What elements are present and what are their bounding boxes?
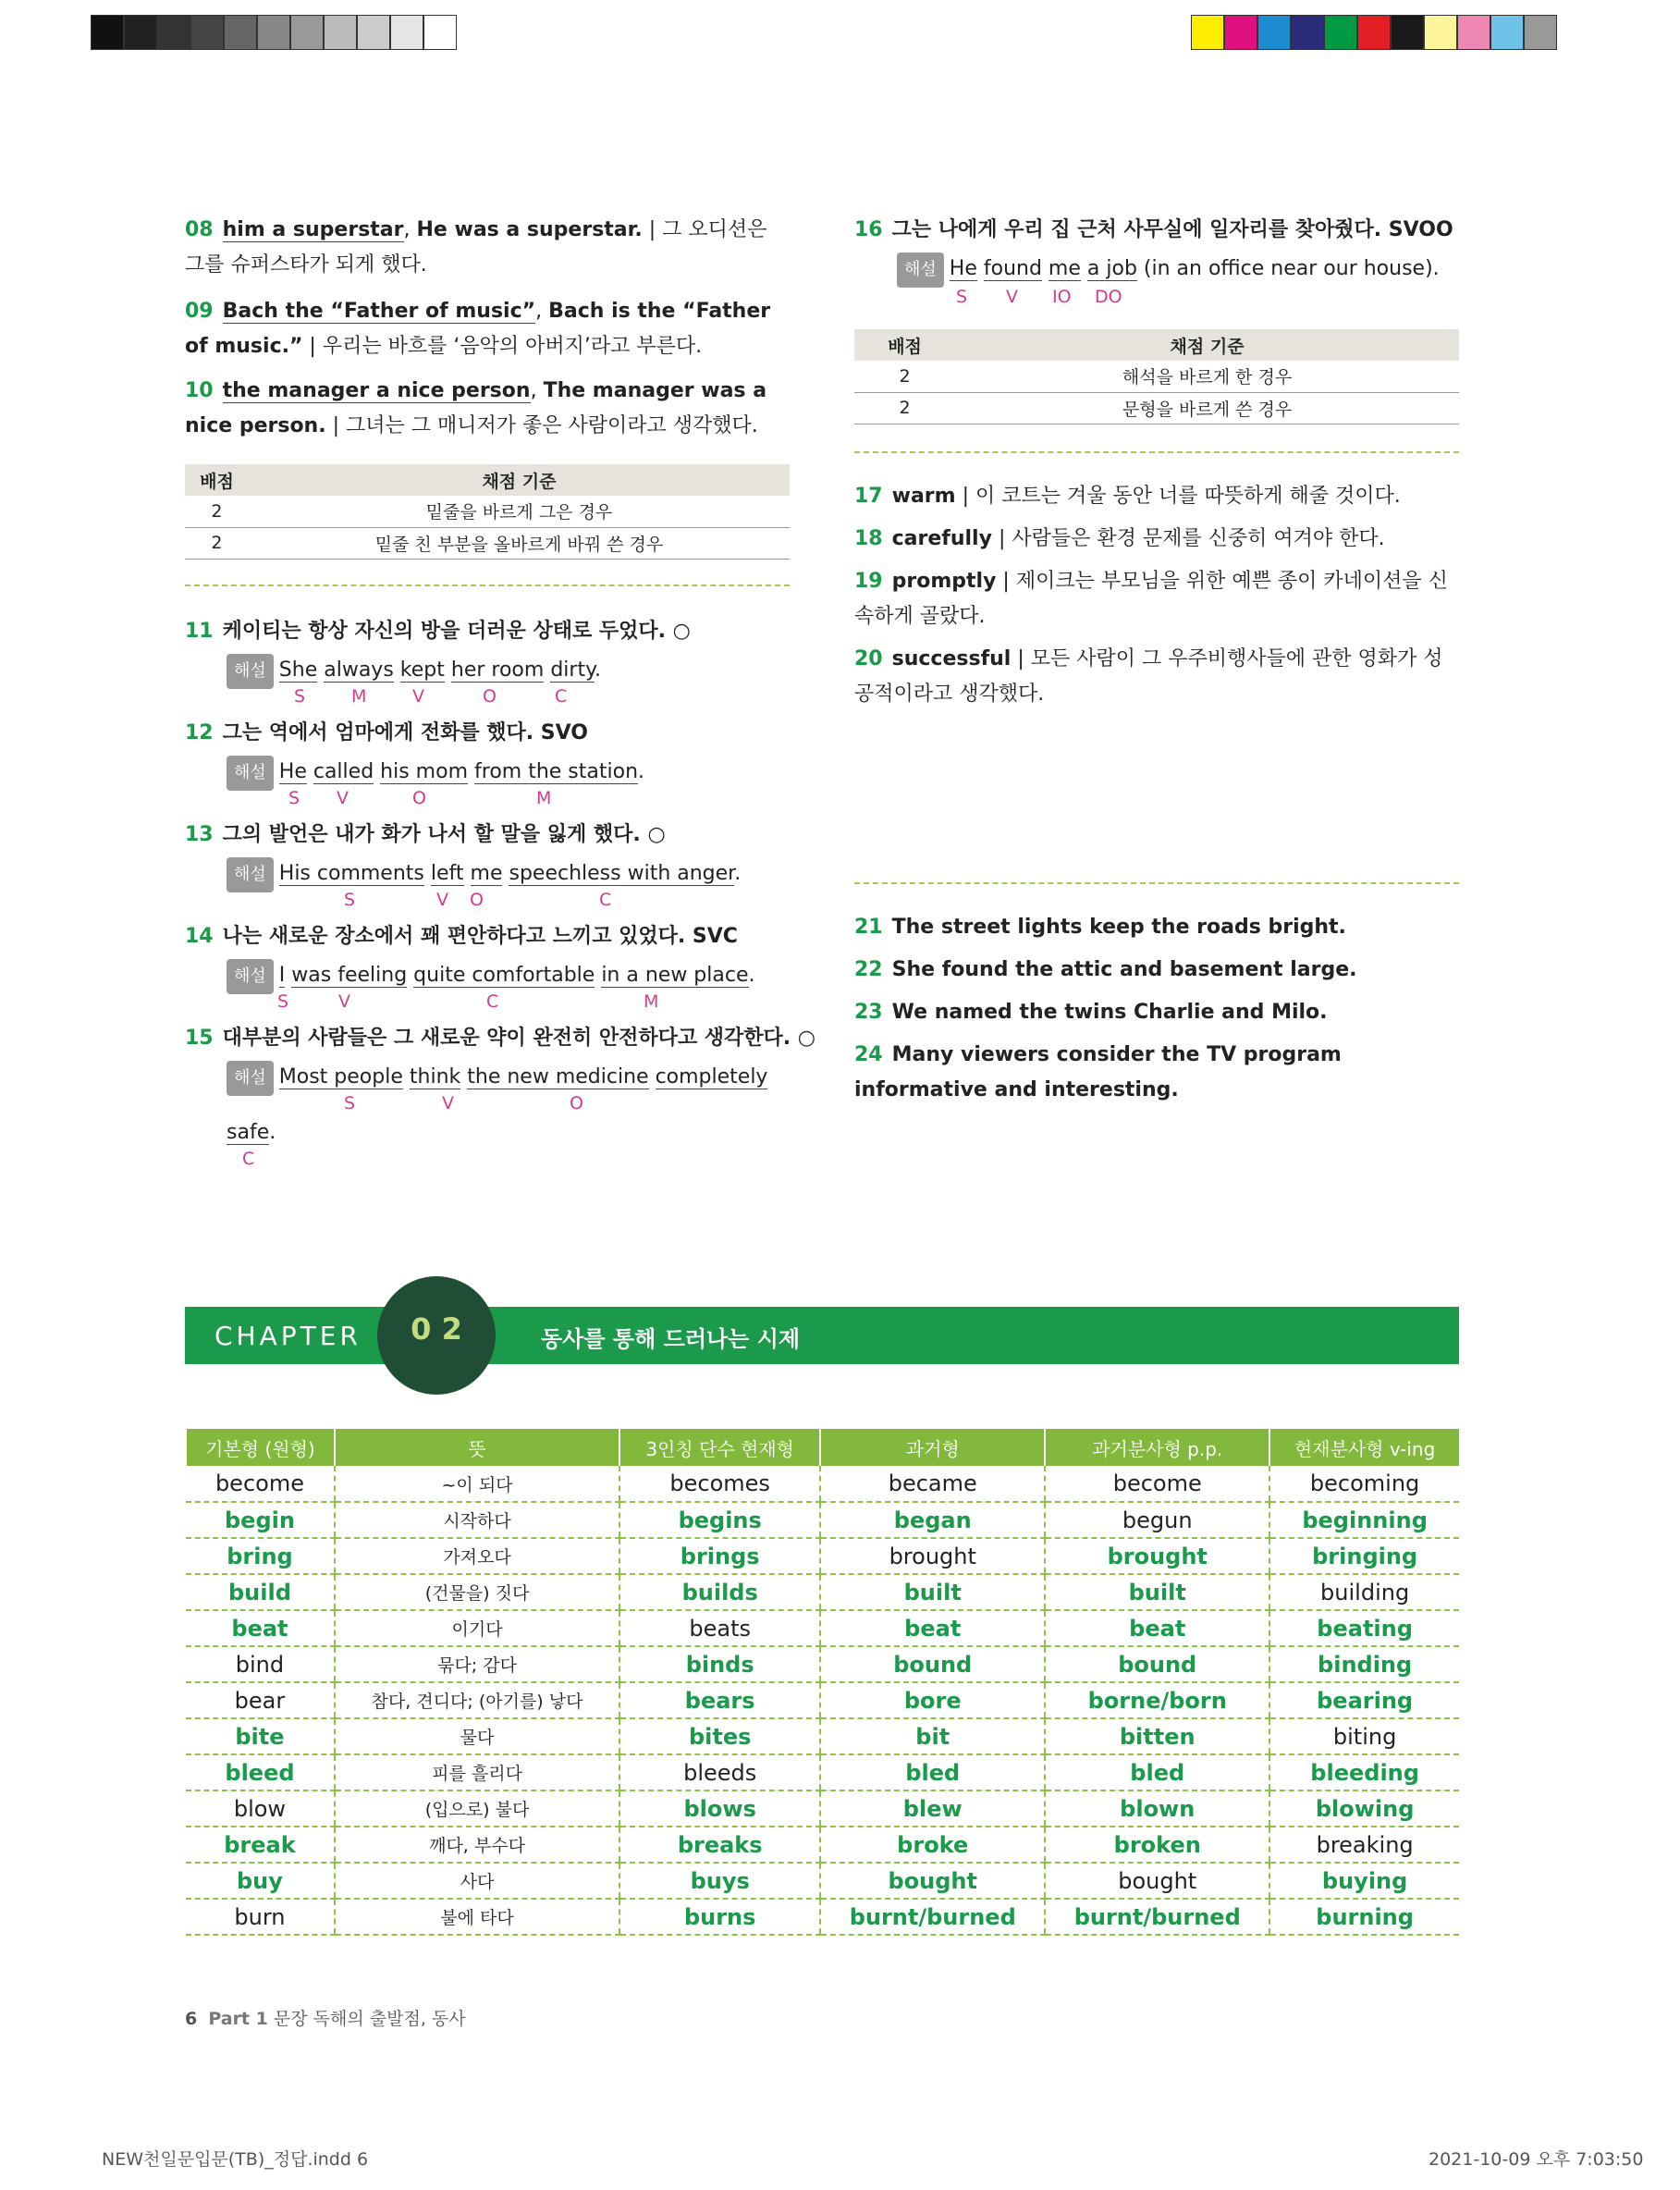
table-cell: beginning [1269,1502,1459,1538]
answer-word: warm [891,485,956,508]
answer-item [854,564,1460,634]
answer-text: | 제이크는 부모님을 위한 예쁜 종이 카네이션을 신속하게 골랐다. [854,570,1448,628]
table-cell: broke [820,1827,1045,1863]
answer-item [854,479,1460,514]
translation-item [854,953,1460,988]
table-cell: (건물을) 짓다 [335,1574,619,1610]
table-cell: blowing [1269,1790,1459,1827]
table-cell: become [1045,1466,1269,1502]
table-cell: 참다, 견디다; (아기를) 낳다 [335,1682,619,1718]
item-14-note: 해설 I was feeling quite comfortable in a new place. [227,958,755,994]
item-12-note: 해설 He called his mom from the station. [227,755,644,791]
table-cell: bleeds [619,1754,820,1790]
table-cell: brought [820,1538,1045,1574]
translation-text: The street lights keep the roads bright. [891,916,1346,939]
gray-swatch [190,15,224,50]
table-cell: ~이 되다 [335,1466,619,1502]
translation-item [854,1038,1460,1108]
table-cell: begun [1045,1502,1269,1538]
table-cell: brings [619,1538,820,1574]
table-cell: bites [619,1718,820,1754]
translation-text: We named the twins Charlie and Milo. [891,1001,1328,1024]
right-answer-list [854,479,1460,720]
table-cell: bound [820,1646,1045,1682]
table-cell: building [1269,1574,1459,1610]
table-cell: begin [186,1502,335,1538]
item-number: 19 [854,570,883,593]
item-13: 13 그의 발언은 내가 화가 나서 할 말을 잃게 했다. ○ [185,823,666,846]
table-cell: beat [820,1610,1045,1646]
item-13-note: 해설 His comments left me speechless with anger. [227,856,741,892]
color-swatch [1224,15,1257,50]
table-cell: burnt/burned [820,1899,1045,1935]
table-cell: bring [186,1538,335,1574]
table-cell: bleed [186,1754,335,1790]
item-15-note: 해설 Most people think the new medicine completely [227,1060,767,1096]
table-cell: build [186,1574,335,1610]
color-swatch [1257,15,1291,50]
item-08: 08 him a superstar, He was a superstar. | 그 오디션은 그를 슈퍼스타가 되게 했다. [185,218,767,277]
table-row [186,1682,1459,1718]
table-cell: bled [1045,1754,1269,1790]
table-cell: breaking [1269,1827,1459,1863]
color-swatch [1291,15,1324,50]
color-swatch [1357,15,1391,50]
table-row [186,1646,1459,1682]
table-cell: bear [186,1682,335,1718]
table-cell: begins [619,1502,820,1538]
table-cell: buys [619,1863,820,1899]
gray-swatch [224,15,257,50]
answer-word: promptly [891,570,997,593]
color-swatch [1457,15,1490,50]
gray-swatch [324,15,357,50]
translation-item [854,910,1460,945]
column-header: 뜻 [335,1429,619,1466]
column-header: 과거형 [820,1429,1045,1466]
chapter-label: CHAPTER [215,1321,362,1351]
table-cell: burning [1269,1899,1459,1935]
table-cell: bit [820,1718,1045,1754]
table-cell: 물다 [335,1718,619,1754]
translation-text: Many viewers consider the TV program informative and interesting. [854,1043,1342,1101]
item-number: 22 [854,958,883,981]
table-cell: 불에 타다 [335,1899,619,1935]
gray-swatch [357,15,390,50]
answer-item [854,522,1460,557]
table-cell: began [820,1502,1045,1538]
verb-table [185,1429,1459,1936]
answer-word: carefully [891,527,992,550]
item-number: 21 [854,916,883,939]
column-header: 3인칭 단수 현재형 [619,1429,820,1466]
item-10: 10 the manager a nice person, The manager was a nice person. | 그녀는 그 매니저가 좋은 사람이라고 생각했다. [185,379,767,437]
color-swatch [1490,15,1524,50]
item-number: 20 [854,647,883,671]
table-cell: 시작하다 [335,1502,619,1538]
table-row [186,1466,1459,1502]
translation-list [854,910,1460,1115]
page-footer: 6 Part 1 문장 독해의 출발점, 동사 [185,2009,466,2029]
table-cell: become [186,1466,335,1502]
answer-text: | 사람들은 환경 문제를 신중히 여겨야 한다. [991,527,1385,550]
table-cell: 피를 흘리다 [335,1754,619,1790]
table-cell: breaks [619,1827,820,1863]
table-cell: burnt/burned [1045,1899,1269,1935]
item-14: 14 나는 새로운 장소에서 꽤 편안하다고 느끼고 있었다. SVC [185,925,738,948]
table-cell: break [186,1827,335,1863]
table-cell: buy [186,1863,335,1899]
table-cell: blows [619,1790,820,1827]
table-cell: 이기다 [335,1610,619,1646]
table-cell: bound [1045,1646,1269,1682]
table-row [186,1538,1459,1574]
score-table-2: 배점 채점 기준 2 해석을 바르게 한 경우 2 문형을 바르게 쓴 경우 [854,329,1459,424]
column-header: 과거분사형 p.p. [1045,1429,1269,1466]
gray-swatch [290,15,324,50]
table-row [186,1754,1459,1790]
color-bar [1191,15,1557,55]
item-11-note: 해설 She always kept her room dirty. [227,653,601,689]
table-cell: binding [1269,1646,1459,1682]
table-cell: 사다 [335,1863,619,1899]
table-row [186,1718,1459,1754]
file-name: NEW천일문입문(TB)_정답.indd 6 [102,2149,369,2170]
chapter-badge: 0 2 [377,1276,496,1395]
table-cell: blow [186,1790,335,1827]
table-cell: becoming [1269,1466,1459,1502]
table-row [186,1899,1459,1935]
table-row [186,1610,1459,1646]
item-16: 16 그는 나에게 우리 집 근처 사무실에 일자리를 찾아줬다. SVOO [854,218,1453,241]
gray-swatch [390,15,423,50]
table-cell: bore [820,1682,1045,1718]
gray-swatch [91,15,124,50]
color-swatch [1424,15,1457,50]
table-row [186,1574,1459,1610]
table-row [186,1790,1459,1827]
table-cell: binds [619,1646,820,1682]
table-cell: bind [186,1646,335,1682]
table-cell: bleeding [1269,1754,1459,1790]
column-header: 기본형 (원형) [186,1429,335,1466]
table-cell: 가져오다 [335,1538,619,1574]
table-cell: brought [1045,1538,1269,1574]
table-cell: burn [186,1899,335,1935]
column-header: 현재분사형 v-ing [1269,1429,1459,1466]
item-number: 24 [854,1043,883,1066]
gray-color-bar [91,15,457,55]
table-cell: bite [186,1718,335,1754]
table-cell: built [820,1574,1045,1610]
table-cell: became [820,1466,1045,1502]
table-cell: built [1045,1574,1269,1610]
item-09: 09 Bach the “Father of music”, Bach is the “Father of music.” | 우리는 바흐를 ‘음악의 아버지’라고 부른다. [185,300,771,358]
chapter-banner [185,1307,1459,1364]
item-11: 11 케이티는 항상 자신의 방을 더러운 상태로 두었다. ○ [185,620,691,643]
answer-word: successful [891,647,1012,671]
print-date: 2021-10-09 오후 7:03:50 [1429,2149,1644,2170]
table-cell: becomes [619,1466,820,1502]
table-cell: borne/born [1045,1682,1269,1718]
table-cell: beats [619,1610,820,1646]
score-table-1: 배점 채점 기준 2 밑줄을 바르게 그은 경우 2 밑줄 친 부분을 올바르게 바꿔 쓴 경우 [185,464,790,560]
chapter-title: 동사를 통해 드러나는 시제 [541,1326,801,1352]
color-swatch [1524,15,1557,50]
translation-text: She found the attic and basement large. [891,958,1357,981]
table-row [186,1502,1459,1538]
table-cell: bitten [1045,1718,1269,1754]
gray-swatch [423,15,457,50]
table-cell: bought [1045,1863,1269,1899]
table-cell: beating [1269,1610,1459,1646]
color-swatch [1191,15,1224,50]
table-cell: builds [619,1574,820,1610]
item-number: 23 [854,1001,883,1024]
table-cell: buying [1269,1863,1459,1899]
table-cell: biting [1269,1718,1459,1754]
color-swatch [1324,15,1357,50]
gray-swatch [257,15,290,50]
table-row [186,1863,1459,1899]
item-16-note: 해설 He found me a job (in an office near our house). [897,252,1440,288]
table-cell: bringing [1269,1538,1459,1574]
table-cell: blew [820,1790,1045,1827]
table-cell: burns [619,1899,820,1935]
gray-swatch [124,15,157,50]
table-cell: broken [1045,1827,1269,1863]
table-cell: (입으로) 불다 [335,1790,619,1827]
table-cell: bled [820,1754,1045,1790]
item-15-note-cont: safe. [227,1121,276,1144]
table-cell: beat [186,1610,335,1646]
item-12: 12 그는 역에서 엄마에게 전화를 했다. SVO [185,721,588,744]
table-cell: blown [1045,1790,1269,1827]
table-cell: beat [1045,1610,1269,1646]
answer-text: | 모든 사람이 그 우주비행사들에 관한 영화가 성공적이라고 생각했다. [854,647,1443,706]
translation-item [854,995,1460,1030]
answer-text: | 이 코트는 겨울 동안 너를 따뜻하게 해줄 것이다. [955,485,1401,508]
answer-item [854,642,1460,712]
item-15: 15 대부분의 사람들은 그 새로운 약이 완전히 안전하다고 생각한다. ○ [185,1027,816,1050]
table-row [186,1827,1459,1863]
table-cell: 깨다, 부수다 [335,1827,619,1863]
item-number: 17 [854,485,883,508]
table-cell: bears [619,1682,820,1718]
color-swatch [1391,15,1424,50]
table-cell: bought [820,1863,1045,1899]
table-cell: bearing [1269,1682,1459,1718]
table-cell: 묶다; 감다 [335,1646,619,1682]
gray-swatch [157,15,190,50]
item-number: 18 [854,527,883,550]
